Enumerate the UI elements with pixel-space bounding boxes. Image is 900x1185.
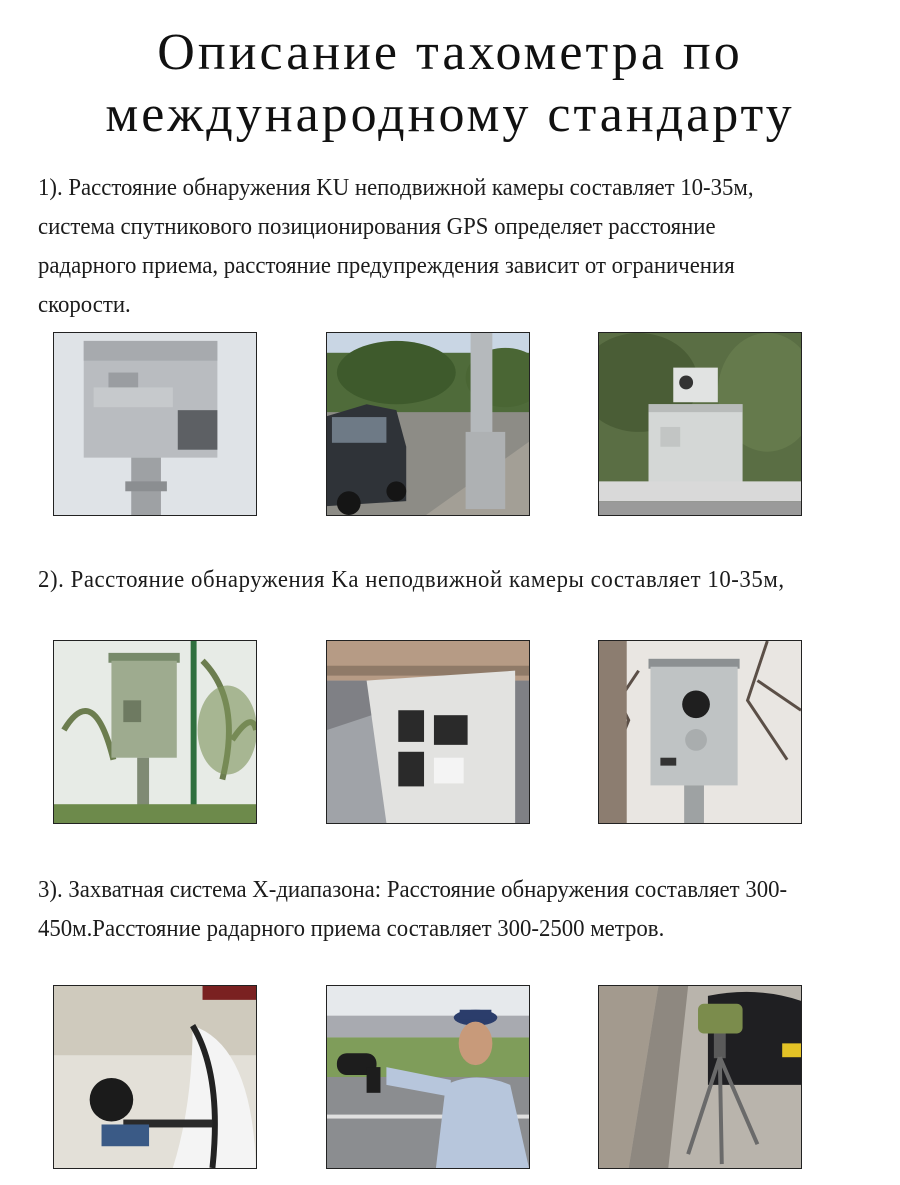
photo-white-camera-road [326, 640, 530, 824]
photo-fixed-camera-box [53, 332, 257, 516]
photo-camera-on-rail [598, 332, 802, 516]
page-title [0, 22, 900, 146]
photo-green-camera-pole [53, 640, 257, 824]
section-1-text: 1). Расстояние обнаружения KU неподвижной камеры составляет 10-35м, система спутникового позиционирования GPS определяет расстояние радарного приема, расстояние предупреждения зависит от ограничения скорости. [38, 174, 754, 318]
title-line-1: Описание тахометра по [157, 24, 743, 81]
title-line-2: международному стандарту [105, 86, 795, 143]
photo-tripod-radar-sidewalk [598, 985, 802, 1169]
section-3-text: 3). Захватная система X-диапазона: Расстояние обнаружения составляет 300-450м.Расстояние радарного приема составляет 300-2500 метров. [38, 876, 788, 942]
section-2-text: 2). Расстояние обнаружения Ka неподвижной камеры составляет 10-35м, [38, 566, 785, 593]
photo-roadside-camera-car [326, 332, 530, 516]
photo-officer-radar-gun [326, 985, 530, 1169]
photo-radar-on-car [53, 985, 257, 1169]
photo-grey-camera-tree [598, 640, 802, 824]
